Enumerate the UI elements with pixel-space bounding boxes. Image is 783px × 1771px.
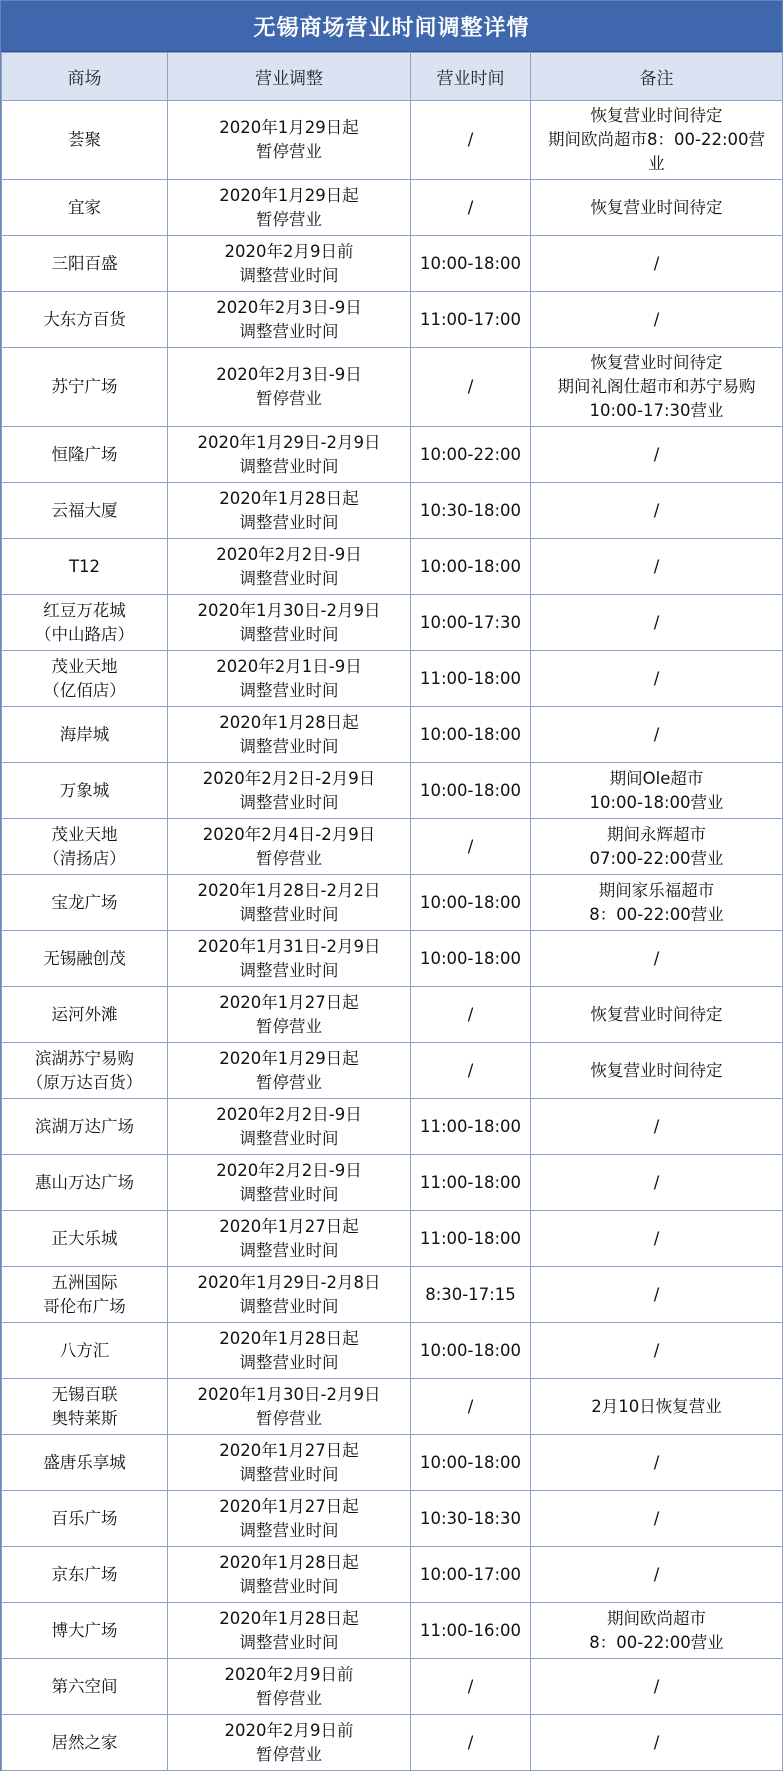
mall-name-cell bbox=[2, 1267, 168, 1323]
adjustment-cell-line: 调整营业时间 bbox=[239, 904, 339, 924]
adjustment-cell bbox=[168, 1323, 411, 1379]
page-title: 无锡商场营业时间调整详情 bbox=[253, 15, 530, 41]
hours-cell: 11:00-16:00 bbox=[411, 1603, 531, 1659]
mall-name-cell bbox=[2, 707, 168, 763]
adjustment-cell-line: 2020年1月27日起 bbox=[219, 1440, 359, 1460]
hours-table bbox=[1, 52, 783, 1771]
note-cell bbox=[531, 1043, 783, 1099]
adjustment-cell-line: 暂停营业 bbox=[256, 209, 322, 229]
hours-cell: 10:00-18:00 bbox=[411, 763, 531, 819]
adjustment-cell-line: 调整营业时间 bbox=[239, 1576, 339, 1596]
mall-name-cell-line: 苏宁广场 bbox=[51, 377, 118, 396]
note-cell-line: 期间家乐福超市 bbox=[598, 880, 715, 900]
mall-name-cell-line: 滨湖万达广场 bbox=[35, 1116, 134, 1136]
note-cell-line: 期间欧尚超市 bbox=[607, 1608, 706, 1628]
note-cell-line: / bbox=[653, 1676, 660, 1696]
table-row bbox=[2, 1659, 783, 1715]
adjustment-cell-line: 调整营业时间 bbox=[239, 1184, 339, 1204]
note-cell bbox=[531, 292, 783, 348]
hours-cell: 11:00-18:00 bbox=[411, 1155, 531, 1211]
note-cell bbox=[531, 1547, 783, 1603]
mall-name-cell bbox=[2, 1603, 168, 1659]
note-cell-line: / bbox=[653, 724, 660, 744]
adjustment-cell-line: 2020年1月31日-2月9日 bbox=[197, 936, 381, 956]
mall-name-cell bbox=[2, 1323, 168, 1379]
note-cell-line: 10:00-18:00营业 bbox=[589, 792, 724, 812]
adjustment-cell bbox=[168, 348, 411, 427]
note-cell-line: 8：00-22:00营业 bbox=[589, 1632, 724, 1652]
note-cell-line: / bbox=[653, 1172, 660, 1192]
mall-name-cell bbox=[2, 1099, 168, 1155]
adjustment-cell-line: 2020年1月29日起 bbox=[219, 185, 359, 205]
adjustment-cell bbox=[168, 1603, 411, 1659]
adjustment-cell-line: 调整营业时间 bbox=[239, 1240, 339, 1260]
adjustment-cell-line: 2020年2月1日-9日 bbox=[216, 656, 362, 676]
table-row bbox=[2, 1715, 783, 1771]
adjustment-cell-line: 暂停营业 bbox=[256, 142, 322, 161]
note-cell-line: 恢复营业时间待定 bbox=[590, 197, 723, 217]
mall-name-cell-line: 奥特莱斯 bbox=[51, 1408, 118, 1428]
adjustment-cell-line: 调整营业时间 bbox=[239, 321, 339, 341]
table-row bbox=[2, 539, 783, 595]
hours-cell: 10:00-18:00 bbox=[411, 931, 531, 987]
note-cell bbox=[531, 539, 783, 595]
mall-name-cell-line: 宜家 bbox=[68, 197, 101, 217]
mall-name-cell bbox=[2, 763, 168, 819]
note-cell-line: / bbox=[653, 1452, 660, 1472]
header-note: 备注 bbox=[531, 53, 783, 101]
note-cell-line: / bbox=[653, 1116, 660, 1136]
adjustment-cell-line: 调整营业时间 bbox=[239, 1520, 339, 1540]
hours-cell: / bbox=[411, 348, 531, 427]
hours-cell: 10:30-18:00 bbox=[411, 483, 531, 539]
note-cell bbox=[531, 651, 783, 707]
adjustment-cell-line: 调整营业时间 bbox=[239, 456, 339, 476]
mall-name-cell-line: 茂业天地 bbox=[51, 656, 118, 676]
adjustment-cell bbox=[168, 931, 411, 987]
header-adjustment: 营业调整 bbox=[168, 53, 411, 101]
mall-name-cell-line: （清扬店） bbox=[43, 848, 126, 868]
table-row bbox=[2, 987, 783, 1043]
note-cell bbox=[531, 1267, 783, 1323]
table-row bbox=[2, 1155, 783, 1211]
adjustment-cell-line: 2020年1月28日起 bbox=[219, 1552, 359, 1572]
adjustment-cell-line: 2020年1月29日起 bbox=[219, 118, 359, 137]
adjustment-cell bbox=[168, 819, 411, 875]
adjustment-cell bbox=[168, 1491, 411, 1547]
mall-name-cell-line: 八方汇 bbox=[59, 1340, 110, 1360]
adjustment-cell-line: 调整营业时间 bbox=[239, 1632, 339, 1652]
header-mall: 商场 bbox=[2, 53, 168, 101]
adjustment-cell bbox=[168, 1547, 411, 1603]
mall-name-cell-line: （原万达百货） bbox=[26, 1072, 143, 1092]
note-cell-line: 恢复营业时间待定 bbox=[590, 1060, 723, 1080]
note-cell-line: 8：00-22:00营业 bbox=[589, 904, 724, 924]
mall-name-cell bbox=[2, 1043, 168, 1099]
adjustment-cell-line: 暂停营业 bbox=[256, 1016, 322, 1036]
hours-cell: 10:00-22:00 bbox=[411, 427, 531, 483]
note-cell-line: 恢复营业时间待定 bbox=[590, 106, 723, 125]
mall-name-cell-line: 哥伦布广场 bbox=[43, 1296, 126, 1316]
adjustment-cell bbox=[168, 595, 411, 651]
adjustment-cell bbox=[168, 1267, 411, 1323]
adjustment-cell-line: 2020年1月28日起 bbox=[219, 712, 359, 732]
mall-name-cell-line: 大东方百货 bbox=[43, 309, 126, 329]
table-row bbox=[2, 931, 783, 987]
adjustment-cell-line: 调整营业时间 bbox=[239, 680, 339, 700]
mall-name-cell bbox=[2, 483, 168, 539]
note-cell bbox=[531, 1603, 783, 1659]
note-cell-line: / bbox=[653, 668, 660, 688]
table-row bbox=[2, 1267, 783, 1323]
adjustment-cell-line: 2020年1月27日起 bbox=[219, 992, 359, 1012]
table-row bbox=[2, 427, 783, 483]
adjustment-cell-line: 2020年2月4日-2月9日 bbox=[202, 824, 376, 844]
table-row bbox=[2, 1323, 783, 1379]
hours-cell: 8:30-17:15 bbox=[411, 1267, 531, 1323]
mall-name-cell bbox=[2, 1435, 168, 1491]
adjustment-cell-line: 2020年2月9日前 bbox=[224, 1720, 354, 1740]
table-row bbox=[2, 1435, 783, 1491]
header-hours: 营业时间 bbox=[411, 53, 531, 101]
mall-name-cell-line: 运河外滩 bbox=[51, 1004, 118, 1024]
adjustment-cell bbox=[168, 180, 411, 236]
adjustment-cell bbox=[168, 101, 411, 180]
adjustment-cell-line: 2020年1月28日-2月2日 bbox=[197, 880, 381, 900]
adjustment-cell bbox=[168, 1211, 411, 1267]
adjustment-cell bbox=[168, 651, 411, 707]
note-cell bbox=[531, 707, 783, 763]
adjustment-cell bbox=[168, 1099, 411, 1155]
mall-name-cell bbox=[2, 1491, 168, 1547]
adjustment-cell-line: 调整营业时间 bbox=[239, 1296, 339, 1316]
adjustment-cell-line: 2020年1月27日起 bbox=[219, 1216, 359, 1236]
note-cell-line: / bbox=[653, 1564, 660, 1584]
mall-name-cell-line: 居然之家 bbox=[51, 1732, 118, 1752]
hours-cell: 10:00-17:30 bbox=[411, 595, 531, 651]
mall-name-cell bbox=[2, 1379, 168, 1435]
adjustment-cell-line: 调整营业时间 bbox=[239, 265, 339, 285]
table-row bbox=[2, 1491, 783, 1547]
mall-name-cell bbox=[2, 1715, 168, 1771]
note-cell-line: 恢复营业时间待定 bbox=[590, 353, 723, 372]
adjustment-cell bbox=[168, 1659, 411, 1715]
table-row bbox=[2, 1379, 783, 1435]
hours-cell: / bbox=[411, 1659, 531, 1715]
note-cell-line: / bbox=[653, 1732, 660, 1752]
mall-name-cell bbox=[2, 292, 168, 348]
table-row bbox=[2, 595, 783, 651]
note-cell bbox=[531, 1099, 783, 1155]
adjustment-cell-line: 调整营业时间 bbox=[239, 512, 339, 532]
hours-cell: 10:00-18:00 bbox=[411, 1435, 531, 1491]
adjustment-cell bbox=[168, 1715, 411, 1771]
mall-name-cell-line: 惠山万达广场 bbox=[35, 1172, 134, 1192]
mall-name-cell-line: 无锡融创茂 bbox=[43, 948, 126, 968]
adjustment-cell-line: 调整营业时间 bbox=[239, 960, 339, 980]
adjustment-cell bbox=[168, 539, 411, 595]
adjustment-cell-line: 2020年2月9日前 bbox=[224, 241, 354, 261]
adjustment-cell bbox=[168, 1379, 411, 1435]
hours-cell: / bbox=[411, 1043, 531, 1099]
note-cell-line: / bbox=[653, 253, 660, 273]
adjustment-cell-line: 2020年2月3日-9日 bbox=[216, 365, 362, 384]
adjustment-cell-line: 调整营业时间 bbox=[239, 624, 339, 644]
adjustment-cell bbox=[168, 427, 411, 483]
adjustment-cell-line: 2020年1月30日-2月9日 bbox=[197, 1384, 381, 1404]
table-body bbox=[2, 101, 783, 1771]
hours-cell: 11:00-18:00 bbox=[411, 651, 531, 707]
note-cell-line: 期间欧尚超市8：00-22:00营 bbox=[548, 130, 765, 149]
hours-cell: / bbox=[411, 101, 531, 180]
adjustment-cell-line: 2020年2月2日-2月9日 bbox=[202, 768, 376, 788]
note-cell-line: / bbox=[653, 1284, 660, 1304]
note-cell bbox=[531, 1435, 783, 1491]
adjustment-cell-line: 2020年2月3日-9日 bbox=[216, 297, 362, 317]
note-cell bbox=[531, 595, 783, 651]
mall-name-cell bbox=[2, 101, 168, 180]
header-row bbox=[2, 53, 783, 101]
table-row bbox=[2, 348, 783, 427]
note-cell bbox=[531, 1323, 783, 1379]
adjustment-cell-line: 暂停营业 bbox=[256, 1688, 322, 1708]
adjustment-cell-line: 2020年2月2日-9日 bbox=[216, 1160, 362, 1180]
note-cell-line: / bbox=[653, 1508, 660, 1528]
mall-name-cell-line: （中山路店） bbox=[35, 624, 134, 644]
adjustment-cell bbox=[168, 1155, 411, 1211]
hours-cell: 11:00-17:00 bbox=[411, 292, 531, 348]
note-cell-line: 期间永辉超市 bbox=[607, 824, 706, 844]
note-cell bbox=[531, 348, 783, 427]
note-cell bbox=[531, 1715, 783, 1771]
hours-cell: / bbox=[411, 1715, 531, 1771]
hours-cell: 10:00-18:00 bbox=[411, 539, 531, 595]
table-row bbox=[2, 483, 783, 539]
hours-cell: 11:00-18:00 bbox=[411, 1211, 531, 1267]
mall-name-cell bbox=[2, 819, 168, 875]
adjustment-cell-line: 2020年1月30日-2月9日 bbox=[197, 600, 381, 620]
note-cell-line: / bbox=[653, 1340, 660, 1360]
note-cell bbox=[531, 1659, 783, 1715]
hours-cell: 11:00-18:00 bbox=[411, 1099, 531, 1155]
adjustment-cell-line: 暂停营业 bbox=[256, 1408, 322, 1428]
note-cell-line: 10:00-17:30营业 bbox=[589, 401, 724, 420]
mall-name-cell-line: 无锡百联 bbox=[51, 1384, 118, 1404]
mall-name-cell-line: 恒隆广场 bbox=[51, 444, 118, 464]
mall-name-cell-line: 第六空间 bbox=[51, 1676, 118, 1696]
note-cell bbox=[531, 101, 783, 180]
mall-name-cell-line: 博大广场 bbox=[51, 1620, 118, 1640]
mall-name-cell bbox=[2, 1155, 168, 1211]
hours-cell: / bbox=[411, 987, 531, 1043]
mall-name-cell bbox=[2, 1547, 168, 1603]
note-cell bbox=[531, 763, 783, 819]
mall-name-cell-line: 茂业天地 bbox=[51, 824, 118, 844]
note-cell-line: / bbox=[653, 500, 660, 520]
hours-cell: 10:00-18:00 bbox=[411, 1323, 531, 1379]
note-cell bbox=[531, 427, 783, 483]
adjustment-cell-line: 2020年1月29日-2月9日 bbox=[197, 432, 381, 452]
mall-name-cell bbox=[2, 651, 168, 707]
table-row bbox=[2, 763, 783, 819]
adjustment-cell bbox=[168, 987, 411, 1043]
hours-cell: 10:00-17:00 bbox=[411, 1547, 531, 1603]
adjustment-cell bbox=[168, 875, 411, 931]
note-cell-line: 业 bbox=[648, 154, 665, 173]
adjustment-cell-line: 调整营业时间 bbox=[239, 792, 339, 812]
hours-cell: / bbox=[411, 819, 531, 875]
mall-name-cell-line: 宝龙广场 bbox=[51, 892, 118, 912]
note-cell bbox=[531, 1379, 783, 1435]
table-row bbox=[2, 819, 783, 875]
hours-cell: / bbox=[411, 180, 531, 236]
note-cell-line: / bbox=[653, 444, 660, 464]
adjustment-cell-line: 2020年1月29日-2月8日 bbox=[197, 1272, 381, 1292]
adjustment-cell-line: 2020年1月28日起 bbox=[219, 1608, 359, 1628]
mall-name-cell-line: 红豆万花城 bbox=[43, 600, 126, 620]
adjustment-cell-line: 调整营业时间 bbox=[239, 568, 339, 588]
note-cell-line: / bbox=[653, 556, 660, 576]
table-row bbox=[2, 1547, 783, 1603]
note-cell bbox=[531, 1211, 783, 1267]
hours-cell: 10:00-18:00 bbox=[411, 236, 531, 292]
adjustment-cell-line: 暂停营业 bbox=[256, 1744, 322, 1764]
hours-cell: 10:30-18:30 bbox=[411, 1491, 531, 1547]
note-cell bbox=[531, 180, 783, 236]
note-cell-line: 期间礼阁仕超市和苏宁易购 bbox=[557, 377, 756, 396]
note-cell-line: 2月10日恢复营业 bbox=[591, 1396, 722, 1416]
note-cell bbox=[531, 819, 783, 875]
mall-name-cell bbox=[2, 427, 168, 483]
adjustment-cell-line: 2020年1月29日起 bbox=[219, 1048, 359, 1068]
mall-name-cell-line: （亿佰店） bbox=[43, 680, 126, 700]
adjustment-cell bbox=[168, 763, 411, 819]
adjustment-cell bbox=[168, 1435, 411, 1491]
note-cell bbox=[531, 1491, 783, 1547]
adjustment-cell-line: 2020年1月28日起 bbox=[219, 488, 359, 508]
mall-name-cell-line: 海岸城 bbox=[59, 724, 110, 744]
table-row bbox=[2, 1603, 783, 1659]
mall-name-cell bbox=[2, 1211, 168, 1267]
mall-name-cell bbox=[2, 931, 168, 987]
note-cell-line: 07:00-22:00营业 bbox=[589, 848, 724, 868]
table-row bbox=[2, 1211, 783, 1267]
table-row bbox=[2, 707, 783, 763]
adjustment-cell bbox=[168, 236, 411, 292]
mall-name-cell-line: T12 bbox=[68, 556, 101, 576]
table-row bbox=[2, 1043, 783, 1099]
note-cell-line: / bbox=[653, 309, 660, 329]
mall-name-cell bbox=[2, 987, 168, 1043]
mall-name-cell-line: 京东广场 bbox=[51, 1564, 118, 1584]
hours-cell: / bbox=[411, 1379, 531, 1435]
note-cell-line: / bbox=[653, 1228, 660, 1248]
adjustment-cell-line: 2020年2月2日-9日 bbox=[216, 1104, 362, 1124]
mall-name-cell-line: 正大乐城 bbox=[51, 1228, 118, 1248]
mall-name-cell bbox=[2, 875, 168, 931]
mall-name-cell-line: 盛唐乐享城 bbox=[43, 1452, 126, 1472]
adjustment-cell-line: 调整营业时间 bbox=[239, 1464, 339, 1484]
adjustment-cell bbox=[168, 292, 411, 348]
adjustment-cell-line: 暂停营业 bbox=[256, 848, 322, 868]
note-cell bbox=[531, 875, 783, 931]
adjustment-cell-line: 暂停营业 bbox=[256, 1072, 322, 1092]
mall-name-cell-line: 万象城 bbox=[59, 780, 110, 800]
mall-name-cell-line: 百乐广场 bbox=[51, 1508, 118, 1528]
adjustment-cell-line: 2020年2月9日前 bbox=[224, 1664, 354, 1684]
mall-name-cell bbox=[2, 595, 168, 651]
mall-name-cell-line: 五洲国际 bbox=[51, 1272, 118, 1292]
mall-name-cell bbox=[2, 1659, 168, 1715]
adjustment-cell-line: 调整营业时间 bbox=[239, 736, 339, 756]
mall-name-cell bbox=[2, 180, 168, 236]
mall-name-cell-line: 滨湖苏宁易购 bbox=[35, 1048, 134, 1068]
note-cell bbox=[531, 483, 783, 539]
adjustment-cell-line: 2020年2月2日-9日 bbox=[216, 544, 362, 564]
mall-name-cell-line: 荟聚 bbox=[68, 130, 101, 149]
hours-cell: 10:00-18:00 bbox=[411, 707, 531, 763]
note-cell-line: / bbox=[653, 948, 660, 968]
table-row bbox=[2, 236, 783, 292]
adjustment-cell bbox=[168, 1043, 411, 1099]
adjustment-cell-line: 调整营业时间 bbox=[239, 1128, 339, 1148]
adjustment-cell-line: 2020年1月27日起 bbox=[219, 1496, 359, 1516]
note-cell-line: 期间Ole超市 bbox=[609, 768, 704, 788]
note-cell-line: / bbox=[653, 612, 660, 632]
table-row bbox=[2, 180, 783, 236]
mall-name-cell bbox=[2, 348, 168, 427]
note-cell bbox=[531, 987, 783, 1043]
adjustment-cell bbox=[168, 707, 411, 763]
note-cell bbox=[531, 931, 783, 987]
adjustment-cell-line: 暂停营业 bbox=[256, 389, 322, 408]
note-cell bbox=[531, 236, 783, 292]
table-row bbox=[2, 875, 783, 931]
adjustment-cell-line: 调整营业时间 bbox=[239, 1352, 339, 1372]
note-cell bbox=[531, 1155, 783, 1211]
mall-name-cell bbox=[2, 236, 168, 292]
table-row bbox=[2, 1099, 783, 1155]
mall-name-cell bbox=[2, 539, 168, 595]
hours-cell: 10:00-18:00 bbox=[411, 875, 531, 931]
title-bar bbox=[1, 1, 782, 52]
adjustment-cell-line: 2020年1月28日起 bbox=[219, 1328, 359, 1348]
mall-name-cell-line: 三阳百盛 bbox=[51, 253, 118, 273]
mall-name-cell-line: 云福大厦 bbox=[51, 500, 118, 520]
note-cell-line: 恢复营业时间待定 bbox=[590, 1004, 723, 1024]
table-row bbox=[2, 101, 783, 180]
table-row bbox=[2, 651, 783, 707]
adjustment-cell bbox=[168, 483, 411, 539]
table-row bbox=[2, 292, 783, 348]
